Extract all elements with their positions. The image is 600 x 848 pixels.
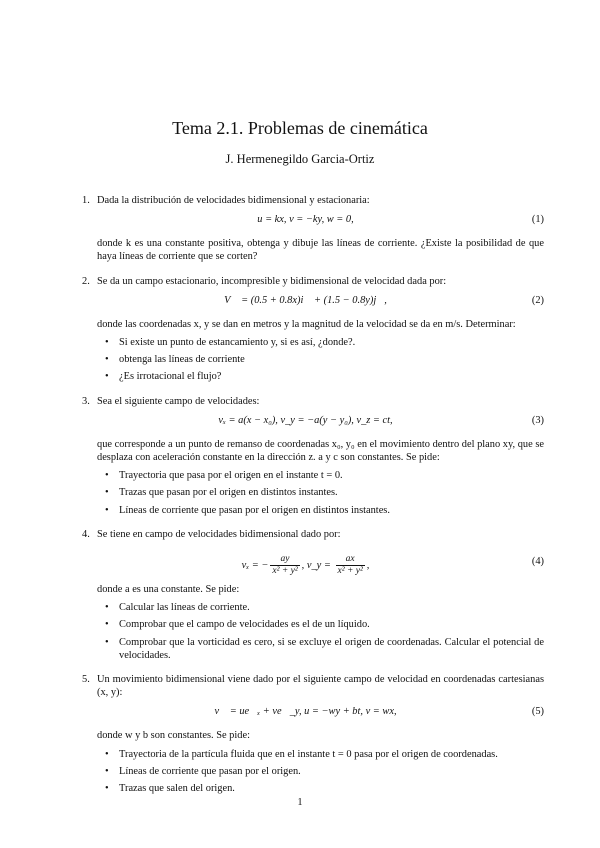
problem-followup: donde k es una constante positiva, obtenga y dibuje las líneas de corriente. ¿Existe la posibilidad de que haya líneas de corriente que se corten? xyxy=(97,238,544,263)
problem-list xyxy=(82,194,544,806)
problem-number: 5. xyxy=(82,674,90,686)
bullet-icon: • xyxy=(105,783,109,795)
bullet-list xyxy=(97,336,544,384)
bullet-icon: • xyxy=(105,765,109,777)
fraction: $\frac{ax}{\text{x² + y²}}$ xyxy=(337,554,363,577)
problem-statement: Se da un campo estacionario, incompresible y bidimensional de velocidad dada por: xyxy=(97,275,447,287)
equation-number: (1) xyxy=(531,214,544,226)
list-item: • Líneas de corriente que pasan por el origen en distintos instantes. xyxy=(105,504,390,516)
problem-number: 1. xyxy=(82,195,90,206)
equation-row xyxy=(97,414,544,432)
problem-1 xyxy=(82,194,544,264)
list-item: • Comprobar que la vorticidad es cero, si se excluye el origen de coordenadas. Calcular el potencial de velocidades. xyxy=(105,636,544,661)
list-item: • Calcular las líneas de corriente. xyxy=(105,602,250,614)
bullet-icon: • xyxy=(105,354,109,366)
bullet-icon: • xyxy=(105,487,109,499)
equation-row xyxy=(97,213,544,231)
bullet-icon: • xyxy=(105,748,109,760)
page-number: 1 xyxy=(297,797,303,808)
problem-number: 3. xyxy=(82,395,90,407)
problem-number: 4. xyxy=(82,528,90,540)
equation-number: (2) xyxy=(531,294,544,306)
problem-2 xyxy=(82,275,544,384)
list-item: • obtenga las líneas de corriente xyxy=(105,354,245,366)
fraction: $\frac{ay}{\text{x² + y²}}$ xyxy=(272,554,298,577)
problem-followup: que corresponde a un punto de remanso de coordenadas x₀, y₀ en el movimiento dentro del plano xy, que se desplaza con aceleración constante en la dirección z. a y c son constantes. Se pide: xyxy=(97,438,544,464)
bullet-icon: • xyxy=(105,337,109,349)
bullet-icon: • xyxy=(105,636,109,648)
equation: vₓ = a(x − x₀), v_y = −a(y − y₀), v_z = ct, xyxy=(218,414,393,426)
author: J. Hermenegildo Garcia-Ortiz xyxy=(225,152,375,166)
list-item: • Comprobar que el campo de velocidades es el de un líquido. xyxy=(105,619,370,631)
equation: u = kx, v = −ky, w = 0, xyxy=(257,214,354,226)
equation-row xyxy=(97,294,544,312)
problem-statement: Sea el siguiente campo de velocidades: xyxy=(97,395,260,407)
equation: V⃗ = (0.5 + 0.8x)i⃗ + (1.5 − 0.8y)j⃗, xyxy=(224,294,387,306)
equation-row xyxy=(97,705,544,723)
list-item: • Trazas que salen del origen. xyxy=(105,783,235,795)
problem-5 xyxy=(82,673,544,795)
problem-statement: Se tiene en campo de velocidades bidimensional dado por: xyxy=(97,528,341,540)
bullet-icon: • xyxy=(105,371,109,383)
equation-number: (3) xyxy=(531,414,544,426)
bullet-icon: • xyxy=(105,619,109,631)
problem-followup: donde las coordenadas x, y se dan en metros y la magnitud de la velocidad se da en m/s. Determinar: xyxy=(97,318,516,330)
problem-followup: donde w y b son constantes. Se pide: xyxy=(97,730,250,742)
bullet-list xyxy=(97,748,544,796)
bullet-icon: • xyxy=(105,470,109,482)
bullet-icon: • xyxy=(105,602,109,614)
equation: v⃗ = ue⃗ₓ + ve⃗_y, u = −wy + bt, v = wx, xyxy=(214,706,397,718)
equation-number: (5) xyxy=(531,706,544,718)
bullet-list xyxy=(97,601,544,662)
problem-statement: Un movimiento bidimensional viene dado por el siguiente campo de velocidad en coordenadas cartesianas (x, y): xyxy=(97,674,544,699)
list-item: • Trazas que pasan por el origen en distintos instantes. xyxy=(105,487,338,499)
bullet-icon: • xyxy=(105,504,109,516)
problem-3 xyxy=(82,395,544,517)
list-item: • Trayectoria de la partícula fluida que en el instante t = 0 pasa por el origen de coordenadas. xyxy=(105,748,498,760)
equation: vₓ = − $\frac{ay}{\text{x² + y²}}$ , v_y = $\frac{ax}{\text{x² + y²}}$ , xyxy=(241,554,370,577)
list-item: • Líneas de corriente que pasan por el origen. xyxy=(105,765,301,777)
list-item: • Trayectoria que pasa por el origen en el instante t = 0. xyxy=(105,470,343,482)
equation-row xyxy=(97,547,544,577)
page-title: Tema 2.1. Problemas de cinemática xyxy=(172,118,428,138)
equation-number: (4) xyxy=(531,556,544,568)
problem-followup: donde a es una constante. Se pide: xyxy=(97,584,240,596)
list-item: • Si existe un punto de estancamiento y, si es así, ¿donde?. xyxy=(105,337,356,349)
problem-4 xyxy=(82,528,544,662)
problem-statement: Dada la distribución de velocidades bidimensional y estacionaria: xyxy=(97,195,370,206)
bullet-list xyxy=(97,469,544,517)
list-item: • ¿Es irrotacional el flujo? xyxy=(105,371,222,383)
problem-number: 2. xyxy=(82,275,90,287)
